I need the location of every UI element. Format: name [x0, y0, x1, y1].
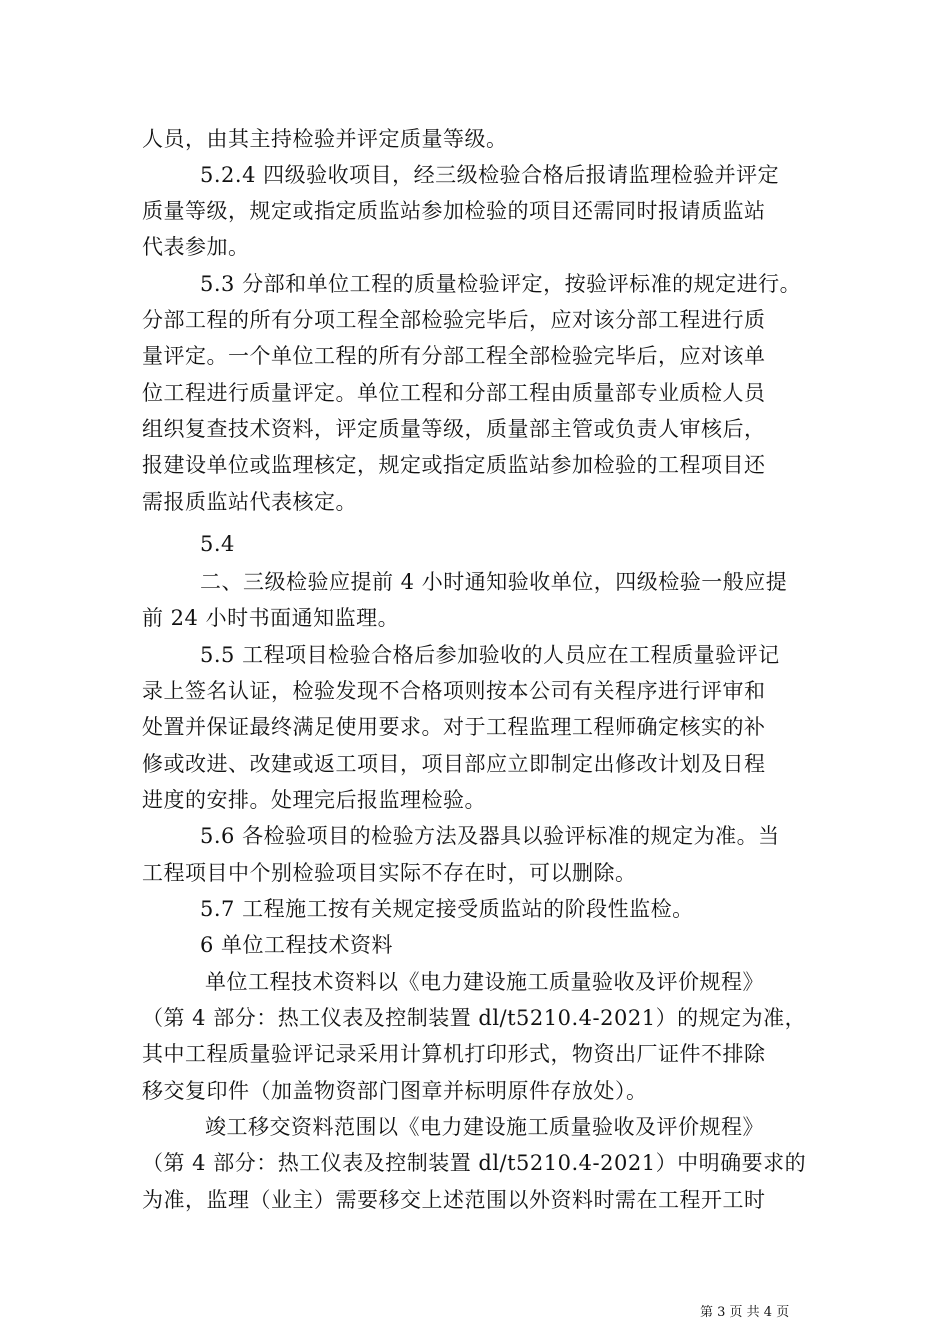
text-line: 单位工程技术资料以《电力建设施工质量验收及评价规程》 — [205, 970, 764, 994]
text-line: 5.2.4 四级验收项目，经三级检验合格后报请监理检验并评定 — [200, 163, 780, 187]
text-line: 分部工程的所有分项工程全部检验完毕后，应对该分部工程进行质 — [142, 308, 766, 332]
text-line: 质量等级，规定或指定质监站参加检验的项目还需同时报请质监站 — [142, 199, 766, 223]
text-line: 5.5 工程项目检验合格后参加验收的人员应在工程质量验评记 — [200, 643, 780, 667]
text-line: 进度的安排。处理完后报监理检验。 — [142, 788, 486, 812]
text-line: 其中工程质量验评记录采用计算机打印形式，物资出厂证件不排除 — [142, 1042, 766, 1066]
text-line: 5.7 工程施工按有关规定接受质监站的阶段性监检。 — [200, 897, 694, 921]
text-line: 修或改进、改建或返工项目，项目部应立即制定出修改计划及日程 — [142, 752, 766, 776]
text-line: （第 4 部分：热工仪表及控制装置 dl/t5210.4-2021）中明确要求的 — [142, 1151, 807, 1175]
text-line: 代表参加。 — [142, 235, 250, 259]
text-line: 组织复查技术资料，评定质量等级，质量部主管或负责人审核后， — [142, 417, 766, 441]
text-line: 二、三级检验应提前 4 小时通知验收单位，四级检验一般应提 — [200, 570, 788, 594]
page-number-footer: 第 3 页 共 4 页 — [700, 1305, 790, 1320]
text-line: 5.6 各检验项目的检验方法及器具以验评标准的规定为准。当 — [200, 824, 780, 848]
text-line: 位工程进行质量评定。单位工程和分部工程由质量部专业质检人员 — [142, 381, 766, 405]
text-line: 为准，监理（业主）需要移交上述范围以外资料时需在工程开工时 — [142, 1188, 766, 1212]
text-line: 录上签名认证，检验发现不合格项则按本公司有关程序进行评审和 — [142, 679, 766, 703]
text-line: 报建设单位或监理核定，规定或指定质监站参加检验的工程项目还 — [142, 453, 766, 477]
text-line: 需报质监站代表核定。 — [142, 490, 357, 514]
text-line: 处置并保证最终满足使用要求。对于工程监理工程师确定核实的补 — [142, 715, 766, 739]
text-line: 人员，由其主持检验并评定质量等级。 — [142, 127, 508, 151]
text-line: （第 4 部分：热工仪表及控制装置 dl/t5210.4-2021）的规定为准， — [142, 1006, 807, 1030]
text-line: 工程项目中个别检验项目实际不存在时，可以删除。 — [142, 861, 637, 885]
text-line: 竣工移交资料范围以《电力建设施工质量验收及评价规程》 — [205, 1115, 764, 1139]
section-heading: 6 单位工程技术资料 — [200, 933, 394, 957]
text-line: 5.4 — [200, 532, 235, 556]
text-line: 量评定。一个单位工程的所有分部工程全部检验完毕后，应对该单 — [142, 344, 766, 368]
text-line: 5.3 分部和单位工程的质量检验评定，按验评标准的规定进行。 — [200, 272, 802, 296]
text-line: 移交复印件（加盖物资部门图章并标明原件存放处）。 — [142, 1079, 648, 1103]
text-line: 前 24 小时书面通知监理。 — [142, 606, 400, 630]
